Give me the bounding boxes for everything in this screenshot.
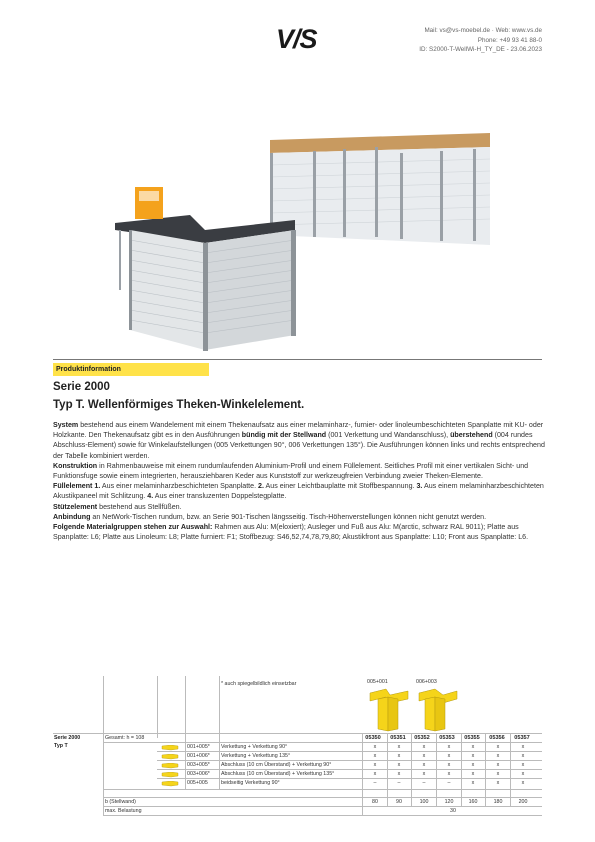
para-stuetzelement: Stützelement bestehend aus Stellfüßen. [53, 502, 182, 511]
combo-code: 001+005* [187, 744, 210, 750]
availability-mark: x [422, 753, 426, 759]
combo-description: Abschluss (10 cm Überstand) + Verkettung 135° [221, 771, 335, 777]
availability-mark: x [496, 753, 500, 759]
document-id: ID: S2000-T-WellWi-H_TY_DE - 23.06.2023 [419, 46, 542, 54]
availability-mark: x [447, 744, 451, 750]
b-val: 100 [419, 799, 429, 805]
gesamt-label: Gesamt: h = 108 [105, 735, 145, 741]
section-tag: Produktinformation [53, 363, 209, 376]
b-val: 90 [396, 799, 402, 805]
availability-mark: x [521, 762, 525, 768]
availability-mark: x [521, 744, 525, 750]
availability-mark: x [496, 762, 500, 768]
availability-mark: x [496, 771, 500, 777]
combo-shape-icon [161, 772, 179, 778]
availability-mark: x [521, 771, 525, 777]
availability-mark: x [373, 753, 377, 759]
availability-mark: x [471, 780, 475, 786]
code-1: 05351 [390, 735, 406, 741]
b-val: 180 [493, 799, 503, 805]
availability-mark: x [422, 762, 426, 768]
availability-mark: x [521, 753, 525, 759]
b-val: 80 [372, 799, 378, 805]
para-konstruktion: Konstruktion in Rahmenbauweise mit einem rundumlaufenden Aluminium-Profil und einem Füllelement. Seitliches Profil mit einer vertikalen Sicht- und Funktionsfuge sowie einem integrierten, herausziehbaren Keder aus Kunststoff zur werkzeugfreien Verbindung zweier Theken-Elemente. [53, 461, 529, 481]
para-fuellelement: Füllelement 1. Aus einer melaminharzbeschichteten Spanplatte. 2. Aus einer Leichtbauplatte mit Stoffbespannung. 3. Aus einem melaminharzbeschichteten Akustikpaneel mit Schlitzung. 4. Aus einer transluzenten Doppelstegplatte. [53, 482, 544, 501]
availability-mark: x [471, 744, 475, 750]
combo-code: 005+005 [187, 780, 208, 786]
b-val: 160 [468, 799, 478, 805]
availability-mark: x [447, 753, 451, 759]
type-label: Typ T [54, 743, 68, 749]
availability-mark: x [373, 762, 377, 768]
max-label: max. Belastung [105, 808, 142, 814]
availability-mark: – [397, 780, 401, 786]
code-4: 05355 [464, 735, 480, 741]
availability-mark: x [447, 762, 451, 768]
product-photo [95, 125, 495, 360]
code-3: 05353 [439, 735, 455, 741]
availability-mark: x [471, 753, 475, 759]
table-note: * auch spiegelbildlich einsetzbar [221, 681, 297, 687]
para-system: System bestehend aus einem Wandelement mit einem Thekenaufsatz aus einer melaminharz-, furnier- oder linoleumbeschichteten Spanplatte mit KU- oder Holzkante. Den Thekenaufsatz gibt es in den Ausführungen bündig mit der Stellwand (001 Verkettung und Wandanschluss), überstehend (004 rundes Abschluss-Element) sowie für Winkelaufstellungen (005 Verkettungen 90°, 006 Verkettungen 135°). Die Ausführungen können links und rechts entsprechend der Tabelle kombiniert werden. [53, 421, 545, 460]
availability-mark: – [447, 780, 451, 786]
combo-code: 003+006* [187, 771, 210, 777]
code-6: 05357 [514, 735, 530, 741]
page-subtitle: Typ T. Wellenförmiges Theken-Winkelelement. [53, 399, 305, 411]
availability-mark: x [422, 744, 426, 750]
availability-mark: x [397, 744, 401, 750]
para-material: Folgende Materialgruppen stehen zur Auswahl: Rahmen aus Alu: M(eloxiert); Ausleger und Fuß aus Alu: M(arctic, schwarz RAL 9011); Platte aus Spanplatte: L6; Platte aus Linoleum: L8; Platte furniert: F1; Stoffbezug: S46,52,74,78,79,80; Akustikfront aus Spanplatte: L10; Front aus Spanplatte: L6. [53, 523, 529, 542]
logo: V/S [276, 24, 317, 54]
combo-code: 003+005* [187, 762, 210, 768]
code-2: 05352 [414, 735, 430, 741]
combo-shape-icon [161, 763, 179, 769]
combo-code: 001+006* [187, 753, 210, 759]
combo-description: beidseitig Verkettung 90° [221, 780, 280, 786]
availability-mark: x [373, 771, 377, 777]
description [53, 420, 548, 542]
b-label: b (Stellwand) [105, 799, 136, 805]
availability-mark: x [471, 771, 475, 777]
code-0: 05350 [365, 735, 381, 741]
availability-mark: x [373, 744, 377, 750]
availability-mark: – [373, 780, 377, 786]
max-val: 30 [450, 808, 456, 814]
combo-description: Verkettung + Verkettung 135° [221, 753, 291, 759]
availability-mark: – [422, 780, 426, 786]
contact-phone: Phone: +49 93 41 88-0 [477, 36, 542, 44]
combo-description: Abschluss (10 cm Überstand) + Verkettung 90° [221, 762, 332, 768]
page-title: Serie 2000 [53, 381, 110, 393]
availability-mark: x [471, 762, 475, 768]
combo-shape-icon [161, 754, 179, 760]
image-label-2: 006+003 [416, 679, 437, 685]
contact-block [419, 26, 542, 55]
b-val: 120 [444, 799, 454, 805]
availability-mark: x [397, 753, 401, 759]
top-rule [53, 359, 542, 360]
combo-shape-icon [161, 781, 179, 787]
availability-mark: x [447, 771, 451, 777]
availability-mark: x [496, 744, 500, 750]
availability-mark: x [422, 771, 426, 777]
b-val: 200 [518, 799, 528, 805]
code-5: 05356 [489, 735, 505, 741]
availability-mark: x [496, 780, 500, 786]
element-006-003-icon [417, 687, 459, 733]
element-005-001-icon [368, 687, 410, 733]
availability-mark: x [521, 780, 525, 786]
combo-description: Verkettung + Verkettung 90° [221, 744, 288, 750]
image-label-1: 005+001 [367, 679, 388, 685]
series-label: Serie 2000 [54, 735, 81, 741]
availability-mark: x [397, 762, 401, 768]
combo-shape-icon [161, 745, 179, 751]
contact-mail: Mail: vs@vs-moebel.de · Web: www.vs.de [424, 27, 542, 34]
para-anbindung: Anbindung an NetWork-Tischen rundum, bzw. an Serie 901-Tischen längsseitig. Tisch-Höhenverstellungen können nicht genutzt werden. [53, 512, 487, 521]
availability-mark: x [397, 771, 401, 777]
